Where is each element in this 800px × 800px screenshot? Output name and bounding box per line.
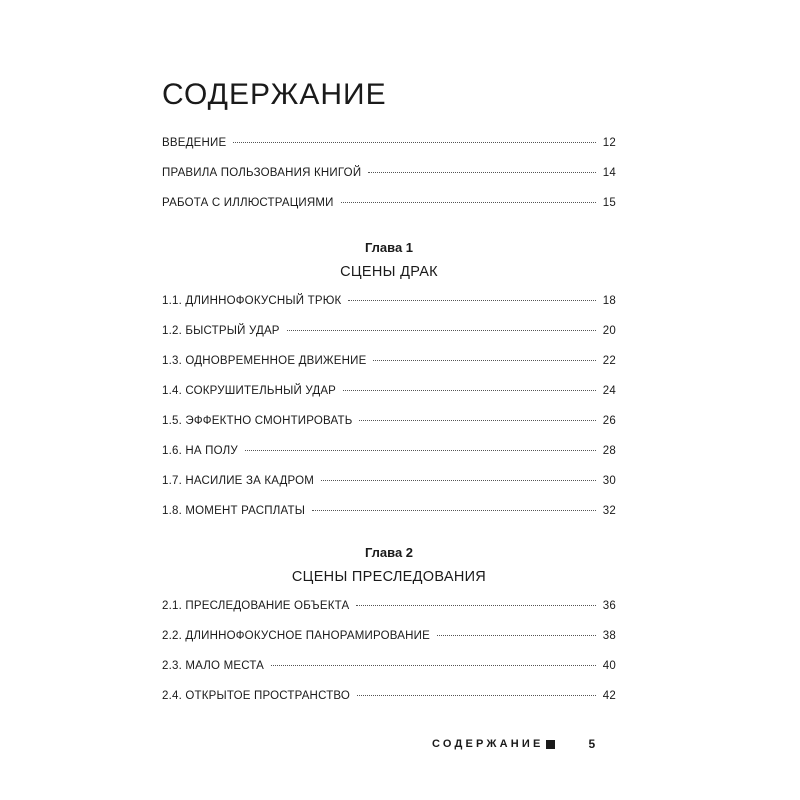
toc-entry-label: 2.4. ОТКРЫТОЕ ПРОСТРАНСТВО <box>162 690 351 702</box>
dot-leader <box>437 635 596 636</box>
dot-leader <box>341 202 596 203</box>
page-footer <box>432 737 595 751</box>
dot-leader <box>312 510 596 511</box>
toc-entry-illustrations[interactable] <box>162 195 616 211</box>
dot-leader <box>287 330 596 331</box>
dot-leader <box>245 450 596 451</box>
toc-entry-label: 1.7. НАСИЛИЕ ЗА КАДРОМ <box>162 475 315 487</box>
toc-entry[interactable] <box>162 688 616 704</box>
toc-entry[interactable] <box>162 293 616 309</box>
toc-entry[interactable] <box>162 353 616 369</box>
toc-page <box>162 0 616 800</box>
toc-entry-label: ПРАВИЛА ПОЛЬЗОВАНИЯ КНИГОЙ <box>162 167 362 179</box>
toc-entry-page: 42 <box>602 690 616 702</box>
dot-leader <box>343 390 596 391</box>
toc-entry-page: 20 <box>602 325 616 337</box>
toc-entry[interactable] <box>162 323 616 339</box>
toc-entry-label: 1.6. НА ПОЛУ <box>162 445 238 457</box>
toc-entry[interactable] <box>162 473 616 489</box>
toc-entry[interactable] <box>162 658 616 674</box>
toc-entry-page: 18 <box>602 295 616 307</box>
toc-entry[interactable] <box>162 443 616 459</box>
dot-leader <box>348 300 595 301</box>
toc-entry[interactable] <box>162 383 616 399</box>
toc-entry-label: 1.1. ДЛИННОФОКУСНЫЙ ТРЮК <box>162 295 342 307</box>
toc-entry-label: 2.2. ДЛИННОФОКУСНОЕ ПАНОРАМИРОВАНИЕ <box>162 630 430 642</box>
toc-entry-label: 1.8. МОМЕНТ РАСПЛАТЫ <box>162 505 306 517</box>
dot-leader <box>321 480 596 481</box>
chapter-number: Глава 2 <box>364 545 414 560</box>
dot-leader <box>368 172 596 173</box>
page-number: 5 <box>588 737 596 751</box>
page-title: СОДЕРЖАНИЕ <box>162 78 387 111</box>
toc-entry-page: 28 <box>602 445 616 457</box>
dot-leader <box>373 360 595 361</box>
toc-entry-label: 1.3. ОДНОВРЕМЕННОЕ ДВИЖЕНИЕ <box>162 355 367 367</box>
running-head: СОДЕРЖАНИЕ <box>432 738 544 750</box>
toc-entry-page: 38 <box>602 630 616 642</box>
dot-leader <box>271 665 596 666</box>
toc-entry[interactable] <box>162 413 616 429</box>
toc-entry-label: 1.4. СОКРУШИТЕЛЬНЫЙ УДАР <box>162 385 337 397</box>
toc-entry-label: 2.3. МАЛО МЕСТА <box>162 660 265 672</box>
toc-entry-page: 30 <box>602 475 616 487</box>
dot-leader <box>233 142 595 143</box>
toc-entry-label: 1.2. БЫСТРЫЙ УДАР <box>162 325 280 337</box>
toc-entry-label: 2.1. ПРЕСЛЕДОВАНИЕ ОБЪЕКТА <box>162 600 350 612</box>
toc-entry-page: 22 <box>602 355 616 367</box>
toc-entry[interactable] <box>162 598 616 614</box>
chapter-title: СЦЕНЫ ДРАК <box>340 264 438 280</box>
toc-entry-page: 26 <box>602 415 616 427</box>
toc-entry-label: РАБОТА С ИЛЛЮСТРАЦИЯМИ <box>162 197 334 209</box>
toc-entry-label: ВВЕДЕНИЕ <box>162 137 227 149</box>
dot-leader <box>359 420 595 421</box>
dot-leader <box>356 605 595 606</box>
toc-entry[interactable] <box>162 628 616 644</box>
chapter-title: СЦЕНЫ ПРЕСЛЕДОВАНИЯ <box>291 569 487 585</box>
toc-entry-page: 40 <box>602 660 616 672</box>
toc-entry-page: 14 <box>602 167 616 179</box>
toc-entry-page: 24 <box>602 385 616 397</box>
toc-entry-page: 36 <box>602 600 616 612</box>
toc-entry-page: 12 <box>602 137 616 149</box>
toc-entry-label: 1.5. ЭФФЕКТНО СМОНТИРОВАТЬ <box>162 415 353 427</box>
chapter-number: Глава 1 <box>364 240 414 255</box>
toc-entry-page: 32 <box>602 505 616 517</box>
toc-entry[interactable] <box>162 503 616 519</box>
square-icon <box>546 740 555 749</box>
toc-entry-rules[interactable] <box>162 165 616 181</box>
toc-entry-intro[interactable] <box>162 135 616 151</box>
dot-leader <box>357 695 596 696</box>
toc-entry-page: 15 <box>602 197 616 209</box>
